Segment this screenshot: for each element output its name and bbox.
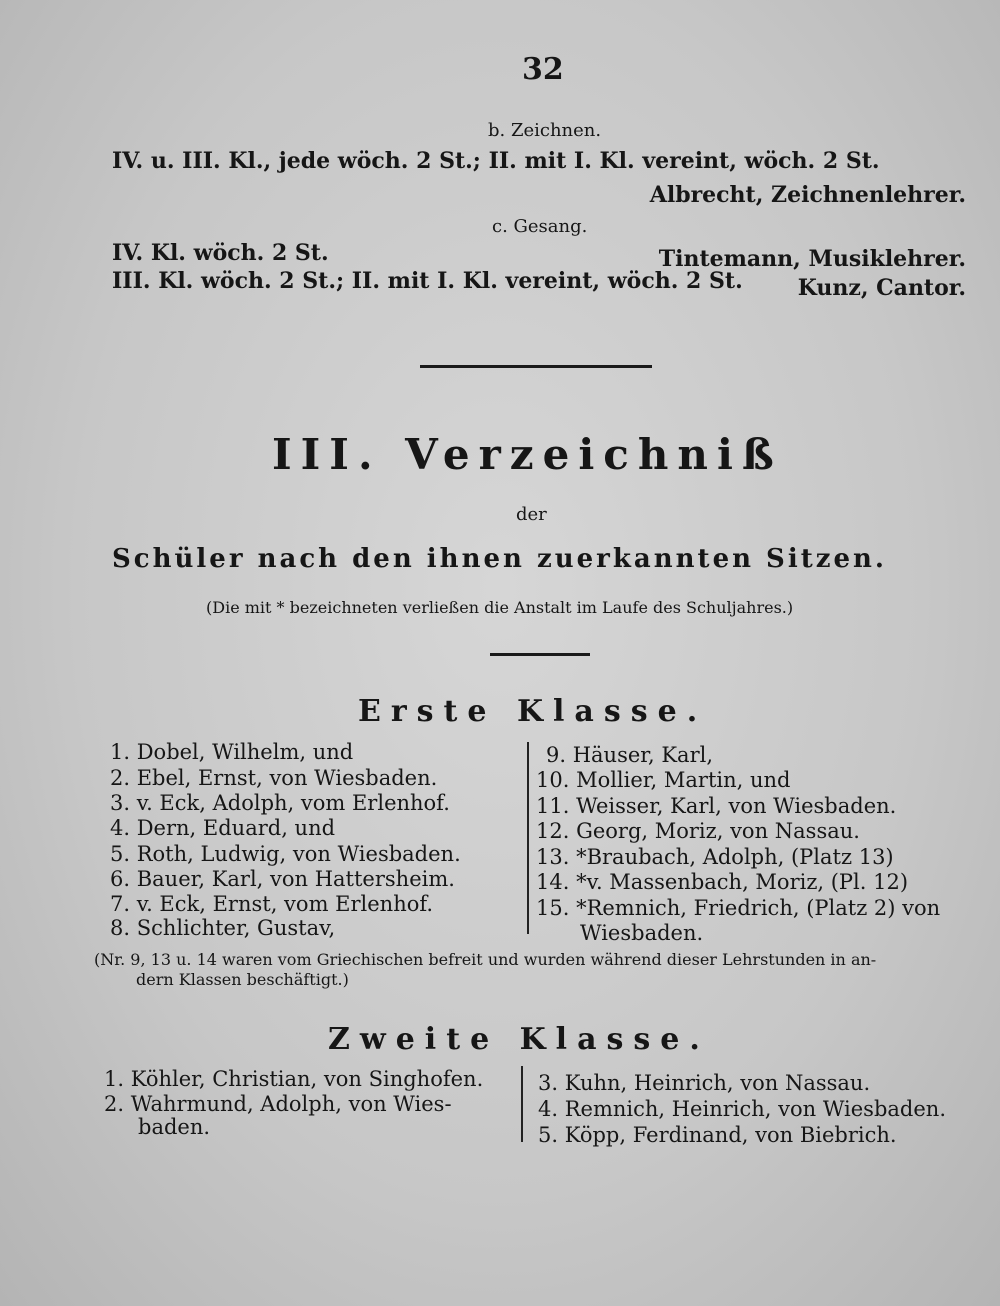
divider-rule-small <box>490 653 590 656</box>
list-item: 4. Dern, Eduard, und <box>110 816 336 840</box>
column-separator <box>527 742 529 934</box>
list-item: 14. *v. Massenbach, Moriz, (Pl. 12) <box>536 870 909 894</box>
list-item: 5. Köpp, Ferdinand, von Biebrich. <box>538 1123 897 1147</box>
section-b-line: IV. u. III. Kl., jede wöch. 2 St.; II. mit I. Kl. vereint, wöch. 2 St. <box>112 148 880 174</box>
title-der: der <box>516 504 547 525</box>
list-item: 2. Ebel, Ernst, von Wiesbaden. <box>110 766 438 790</box>
list-item: 1. Köhler, Christian, von Singhofen. <box>104 1067 484 1091</box>
page-number: 32 <box>522 52 564 87</box>
erste-klasse-heading: Erste Klasse. <box>358 694 708 729</box>
section-b-heading: b. Zeichnen. <box>488 120 602 141</box>
divider-rule <box>420 365 652 368</box>
section-c-teacher2: Kunz, Cantor. <box>797 275 966 301</box>
list-item: 3. v. Eck, Adolph, vom Erlenhof. <box>110 791 450 815</box>
zweite-klasse-heading: Zweite Klasse. <box>328 1022 710 1057</box>
section-c-line2: III. Kl. wöch. 2 St.; II. mit I. Kl. vereint, wöch. 2 St. <box>112 268 743 294</box>
list-item: 12. Georg, Moriz, von Nassau. <box>536 819 860 843</box>
erste-klasse-footnote-cont: dern Klassen beschäftigt.) <box>136 970 349 989</box>
erste-klasse-footnote: (Nr. 9, 13 u. 14 waren vom Griechischen befreit und wurden während dieser Lehrstunden in an- <box>94 950 877 969</box>
list-item: 2. Wahrmund, Adolph, von Wies- <box>104 1092 452 1116</box>
list-item: 7. v. Eck, Ernst, vom Erlenhof. <box>110 892 434 916</box>
section-c-teacher1: Tintemann, Musiklehrer. <box>658 246 966 272</box>
list-item: 6. Bauer, Karl, von Hattersheim. <box>110 867 455 891</box>
list-title: III. Verzeichniß <box>272 430 783 479</box>
list-item: 11. Weisser, Karl, von Wiesbaden. <box>536 794 897 818</box>
list-item: 1. Dobel, Wilhelm, und <box>110 740 354 764</box>
column-separator <box>521 1066 523 1142</box>
list-item: 4. Remnich, Heinrich, von Wiesbaden. <box>538 1097 946 1121</box>
list-item: Wiesbaden. <box>580 921 704 945</box>
list-note: (Die mit * bezeichneten verließen die Anstalt im Laufe des Schuljahres.) <box>206 598 794 617</box>
list-item: 13. *Braubach, Adolph, (Platz 13) <box>536 845 894 869</box>
list-subtitle: Schüler nach den ihnen zuerkannten Sitzen. <box>112 544 887 574</box>
list-item: 5. Roth, Ludwig, von Wiesbaden. <box>110 842 461 866</box>
section-c-heading: c. Gesang. <box>492 216 588 237</box>
list-item: 3. Kuhn, Heinrich, von Nassau. <box>538 1071 871 1095</box>
list-item: baden. <box>138 1115 211 1139</box>
section-b-teacher: Albrecht, Zeichnenlehrer. <box>649 182 966 208</box>
section-c-line1: IV. Kl. wöch. 2 St. <box>112 240 329 266</box>
list-item: 15. *Remnich, Friedrich, (Platz 2) von <box>536 896 941 920</box>
list-item: 9. Häuser, Karl, <box>546 743 713 767</box>
list-item: 8. Schlichter, Gustav, <box>110 916 336 940</box>
list-item: 10. Mollier, Martin, und <box>536 768 791 792</box>
